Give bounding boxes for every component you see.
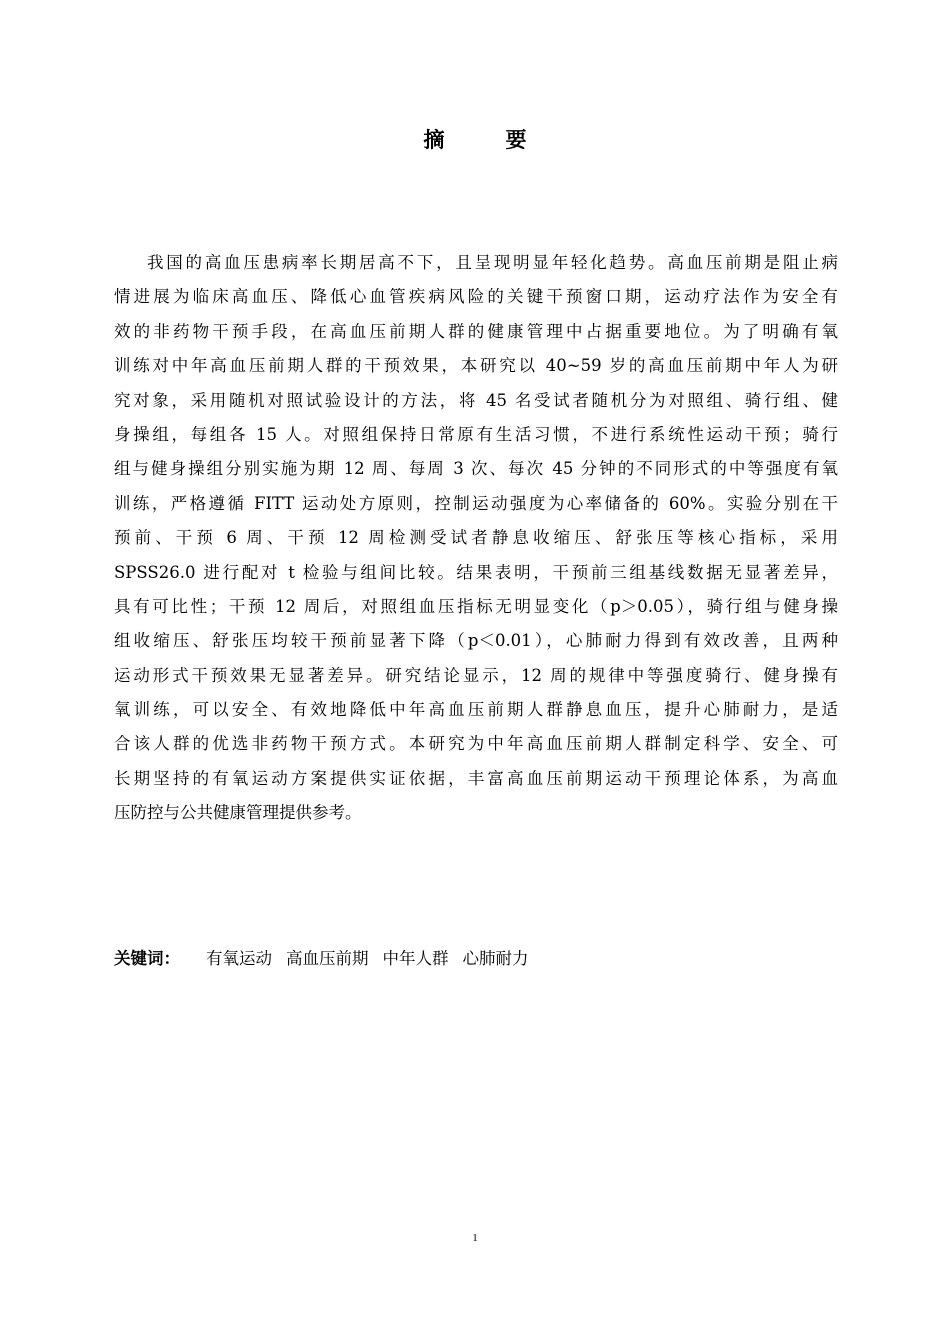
abstract-line: 合该人群的优选非药物干预方式。本研究为中年高血压前期人群制定科学、安全、可: [114, 734, 838, 754]
abstract-line: 情进展为临床高血压、降低心血管疾病风险的关键干预窗口期，运动疗法作为安全有: [114, 287, 838, 307]
abstract-line: 究对象，采用随机对照试验设计的方法，将 45 名受试者随机分为对照组、骑行组、健: [114, 390, 838, 410]
abstract-line: 运动形式干预效果无显著差异。研究结论显示，12 周的规律中等强度骑行、健身操有: [114, 665, 838, 685]
abstract-line: 压防控与公共健康管理提供参考。: [114, 803, 362, 823]
keyword-item: 高血压前期: [286, 949, 369, 968]
abstract-line: 身操组，每组各 15 人。对照组保持日常原有生活习惯，不进行系统性运动干预；骑行: [114, 424, 838, 444]
keyword-item: 心肺耐力: [462, 949, 529, 968]
abstract-line: 长期坚持的有氧运动方案提供实证依据，丰富高血压前期运动干预理论体系，为高血: [114, 768, 838, 788]
abstract-line: 预前、干预 6 周、干预 12 周检测受试者静息收缩压、舒张压等核心指标，采用: [114, 528, 838, 548]
abstract-line: 训练对中年高血压前期人群的干预效果，本研究以 40~59 岁的高血压前期中年人为研: [114, 356, 838, 376]
abstract-line: 组收缩压、舒张压均较干预前显著下降（p＜0.01），心肺耐力得到有效改善，且两种: [114, 631, 838, 651]
abstract-line: 我国的高血压患病率长期居高不下，且呈现明显年轻化趋势。高血压前期是阻止病: [147, 253, 838, 272]
keyword-item: 有氧运动: [206, 949, 272, 968]
abstract-line: SPSS26.0 进行配对 t 检验与组间比较。结果表明，干预前三组基线数据无显著差异，: [114, 562, 838, 582]
keyword-item: 中年人群: [382, 949, 449, 968]
keywords-label: 关键词：: [114, 949, 180, 968]
page-title: 摘 要: [423, 128, 547, 152]
abstract-line: 组与健身操组分别实施为期 12 周、每周 3 次、每次 45 分钟的不同形式的中等强度有氧: [114, 459, 838, 479]
abstract-line: 具有可比性；干预 12 周后，对照组血压指标无明显变化（p＞0.05），骑行组与健身操: [114, 596, 838, 616]
abstract-line: 效的非药物干预手段，在高血压前期人群的健康管理中占据重要地位。为了明确有氧: [114, 321, 838, 341]
abstract-body: [114, 246, 838, 831]
page-number: 1: [472, 1232, 478, 1244]
abstract-line: 训练，严格遵循 FITT 运动处方原则，控制运动强度为心率储备的 60%。实验分别在干: [114, 493, 838, 513]
abstract-line: 氧训练，可以安全、有效地降低中年高血压前期人群静息血压，提升心肺耐力，是适: [114, 700, 838, 720]
keywords-row: [114, 944, 543, 974]
